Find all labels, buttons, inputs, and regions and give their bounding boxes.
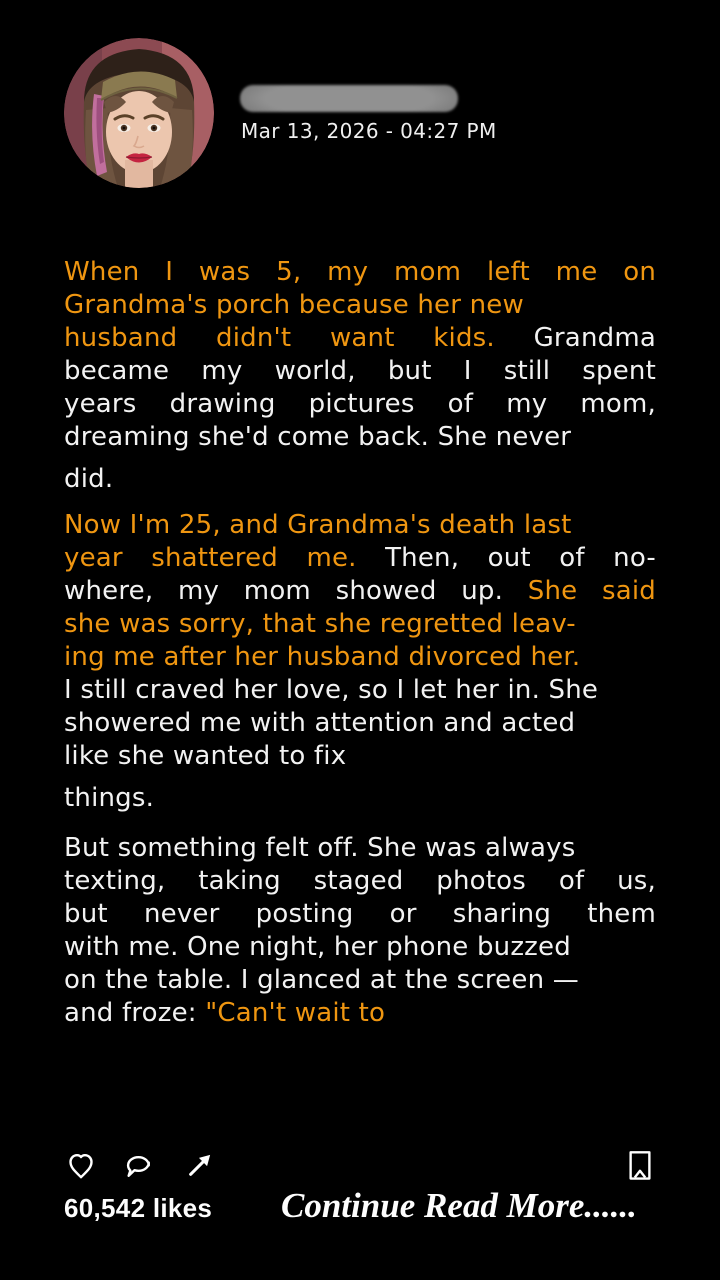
continue-read-more[interactable]: Continue Read More...... xyxy=(281,1186,637,1225)
comment-button[interactable] xyxy=(121,1148,155,1182)
story-segment-highlight: she was sorry, that she regretted leav- xyxy=(64,609,576,639)
story-segment: like she wanted to fix xyxy=(64,741,347,771)
story-segment: I still craved her love, so I let her in. She xyxy=(64,675,599,705)
story-line xyxy=(64,463,656,496)
avatar[interactable] xyxy=(64,38,214,188)
story-line xyxy=(64,641,656,674)
story-paragraph xyxy=(64,256,656,496)
story-line xyxy=(64,388,656,421)
story-segment: did. xyxy=(64,464,114,494)
bookmark-button[interactable] xyxy=(625,1148,655,1184)
story-line xyxy=(64,509,656,542)
story-segment: on the table. I glanced at the screen — xyxy=(64,965,579,995)
share-arrow-icon xyxy=(184,1149,216,1181)
bookmark-icon xyxy=(625,1148,655,1184)
story-segment: became my world, but I still spent xyxy=(64,356,656,386)
story-text xyxy=(64,256,656,1030)
story-line xyxy=(64,421,656,454)
story-segment-highlight: "Can't wait to xyxy=(205,998,386,1028)
story-line xyxy=(64,289,656,322)
post-timestamp: Mar 13, 2026 - 04:27 PM xyxy=(241,119,497,143)
story-line xyxy=(64,782,656,815)
story-line xyxy=(64,931,656,964)
story-line xyxy=(64,674,656,707)
story-segment: dreaming she'd come back. She never xyxy=(64,422,572,452)
story-segment: showered me with attention and acted xyxy=(64,708,576,738)
story-segment: Grandma xyxy=(494,323,656,353)
story-paragraph xyxy=(64,832,656,1030)
story-segment-highlight: Grandma's porch because her new xyxy=(64,290,524,320)
story-line xyxy=(64,997,656,1030)
story-segment-highlight: husband didn't want kids. xyxy=(64,323,495,353)
story-line xyxy=(64,707,656,740)
story-segment-highlight: She said xyxy=(503,576,657,606)
story-segment: things. xyxy=(64,783,155,813)
heart-icon xyxy=(64,1148,98,1182)
story-line xyxy=(64,964,656,997)
action-bar xyxy=(64,1148,656,1188)
story-segment-highlight: year shattered me. xyxy=(64,543,357,573)
story-segment: but never posting or sharing them xyxy=(64,899,656,929)
avatar-illustration xyxy=(64,38,214,188)
story-segment: years drawing pictures of my mom, xyxy=(64,389,656,419)
story-line xyxy=(64,865,656,898)
story-segment: where, my mom showed up. xyxy=(64,576,504,606)
story-segment: with me. One night, her phone buzzed xyxy=(64,932,571,962)
like-button[interactable] xyxy=(64,1148,98,1182)
story-line xyxy=(64,898,656,931)
story-segment-highlight: When I was 5, my mom left me on xyxy=(64,257,656,287)
story-segment: and froze: xyxy=(64,998,206,1028)
story-line xyxy=(64,575,656,608)
story-line xyxy=(64,542,656,575)
story-segment-highlight: ing me after her husband divorced her. xyxy=(64,642,581,672)
story-line xyxy=(64,832,656,865)
story-segment: But something felt off. She was always xyxy=(64,833,576,863)
story-segment-highlight: Now I'm 25, and Grandma's death last xyxy=(64,510,572,540)
story-line xyxy=(64,256,656,289)
story-segment: texting, taking staged photos of us, xyxy=(64,866,656,896)
story-line xyxy=(64,608,656,641)
likes-count[interactable]: 60,542 likes xyxy=(64,1193,213,1223)
story-paragraph xyxy=(64,509,656,815)
story-line xyxy=(64,322,656,355)
story-line xyxy=(64,355,656,388)
comment-icon xyxy=(121,1148,155,1182)
share-button[interactable] xyxy=(184,1149,216,1181)
story-segment: Then, out of no- xyxy=(356,543,656,573)
username-redacted[interactable] xyxy=(240,85,458,112)
story-line xyxy=(64,740,656,773)
